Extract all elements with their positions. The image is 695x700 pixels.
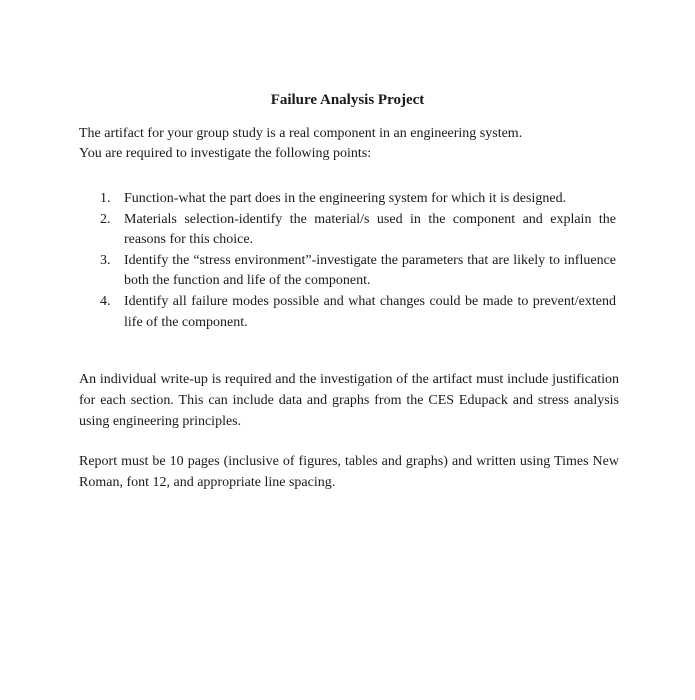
list-item-number: 3. (100, 252, 111, 268)
list-item (100, 189, 616, 210)
list-item-text: Function-what the part does in the engineering system for which it is designed. (124, 191, 567, 206)
list-item-text: Identify all failure modes possible and what changes could be made to prevent/extend life of the component. (124, 293, 616, 330)
list-item (100, 292, 616, 333)
intro-line: The artifact for your group study is a real component in an engineering system. (79, 126, 523, 141)
list-item-number: 4. (100, 293, 111, 309)
investigation-points-list (100, 189, 616, 333)
list-item-number: 2. (100, 211, 111, 227)
list-item-text: Materials selection-identify the material/s used in the component and explain the reasons for this choice. (124, 211, 616, 248)
document-title: Failure Analysis Project (270, 92, 425, 108)
list-item-text: Identify the “stress environment”-investigate the parameters that are likely to influence both the function and life of the component. (124, 252, 616, 289)
list-item-number: 1. (100, 191, 111, 206)
report-format-paragraph: Report must be 10 pages (inclusive of figures, tables and graphs) and written using Times New Roman, font 12, and appropriate line spacing. (79, 454, 619, 490)
intro-line: You are required to investigate the following points: (79, 146, 372, 161)
list-item (100, 251, 616, 292)
intro-text (79, 124, 619, 164)
write-up-requirements-paragraph: An individual write-up is required and the investigation of the artifact must include justification for each section. This can include data and graphs from the CES Edupack and stress analysis using engineering principles. (79, 372, 619, 429)
list-item (100, 210, 616, 251)
